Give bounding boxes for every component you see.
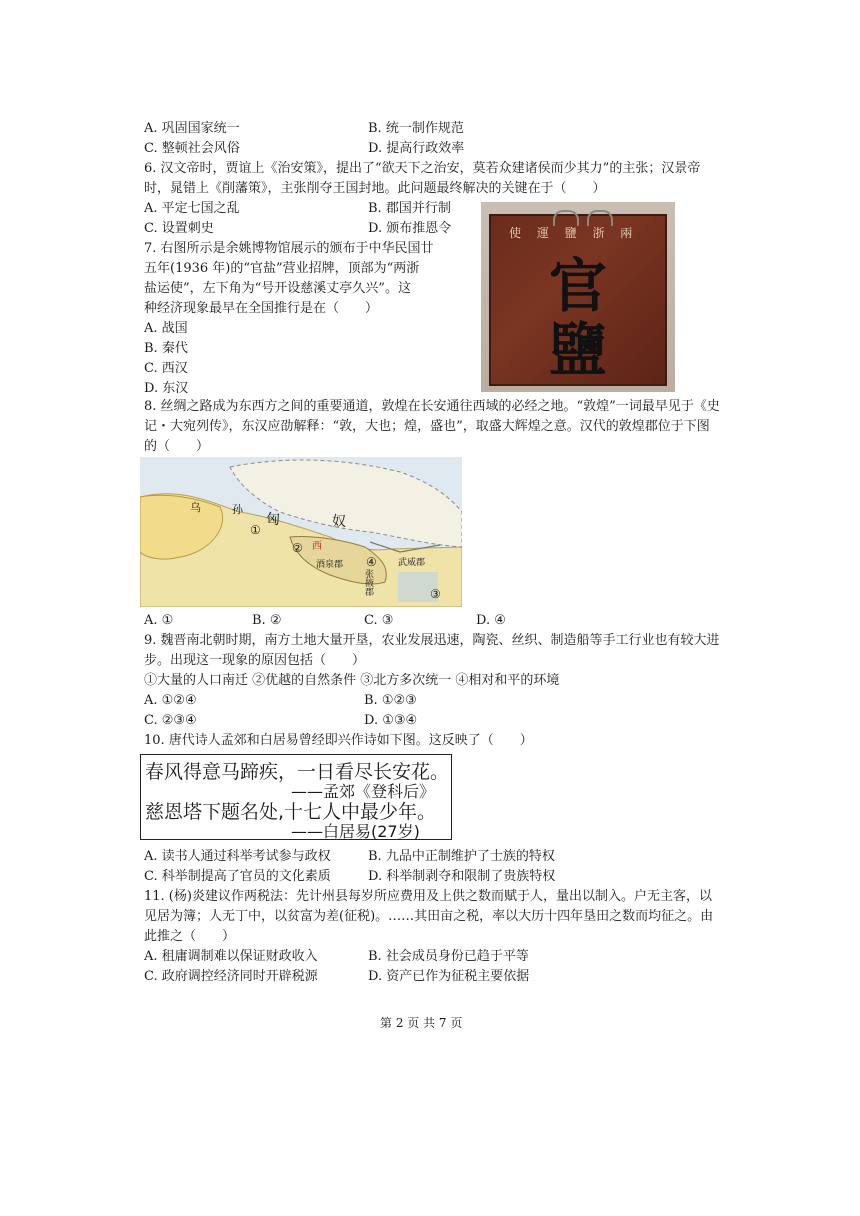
map-graphic [140, 457, 462, 607]
signboard [489, 214, 667, 386]
map-marker-2: ② [292, 541, 303, 555]
page-footer: 第 2 页 共 7 页 [380, 1016, 463, 1030]
q5-option-d: D. 提高行政效率 [368, 141, 465, 156]
map-label-wu: 乌 [190, 501, 201, 514]
q6-option-d: D. 颁布推恩令 [368, 221, 452, 236]
map-label-zhangye: 张掖郡 [363, 569, 373, 596]
q7-option-b: B. 秦代 [144, 341, 188, 356]
q10-stem-line1: 10. 唐代诗人孟郊和白居易曾经即兴作诗如下图。这反映了（ ） [144, 733, 533, 748]
q10-option-c: C. 科举制提高了官员的文化素质 [144, 869, 331, 884]
q6-option-b: B. 郡国并行制 [368, 201, 451, 216]
han-dynasty-map [140, 457, 462, 607]
q9-option-c: C. ②③④ [144, 713, 197, 728]
q11-option-d: D. 资产已作为征税主要依据 [368, 969, 530, 984]
q5-option-c: C. 整顿社会风俗 [144, 141, 240, 156]
sign-top-text: 使 運 鹽 浙 兩 [509, 226, 639, 240]
q8-option-d: D. ④ [476, 613, 506, 628]
q5-option-b: B. 统一制作规范 [368, 121, 464, 136]
q10-option-b: B. 九品中正制维护了士族的特权 [368, 849, 555, 864]
q9-option-d: D. ①③④ [364, 713, 418, 728]
q8-stem-line3: 的（ ） [144, 439, 210, 454]
q7-stem-line2: 五年(1936 年)的“官盐”营业招牌，顶部为“两浙 [144, 261, 420, 276]
poem-attribution2: ——白居易(27岁) [291, 822, 420, 841]
q9-stem-line3: ①大量的人口南迁 ②优越的自然条件 ③北方多次统一 ④相对和平的环境 [144, 673, 560, 688]
q11-option-c: C. 政府调控经济同时开辟税源 [144, 969, 318, 984]
q9-option-a: A. ①②④ [144, 693, 197, 708]
q6-stem-line2: 时，晁错上《削藩策》，主张削夺王国封地。此问题最终解决的关键在于（ ） [144, 181, 606, 196]
q11-option-a: A. 租庸调制难以保证财政收入 [144, 949, 318, 964]
q9-stem-line1: 9. 魏晋南北朝时期，南方土地大量开垦，农业发展迅速，陶瓷、丝织、制造船等手工行业也有较大进 [144, 633, 720, 648]
q11-stem-line1: 11. (杨)炎建议作两税法：先计州县每岁所应费用及上供之数而赋于人，量出以制入。户无主客，以 [144, 889, 712, 904]
q8-option-a: A. ① [144, 613, 174, 628]
map-label-xiongnu1: 匈 [266, 512, 280, 528]
q9-option-b: B. ①②③ [364, 693, 417, 708]
poem-line2: 慈恩塔下题名处,十七人中最少年。 [145, 801, 437, 823]
q7-option-c: C. 西汉 [144, 361, 188, 376]
salt-signboard-photo [481, 202, 675, 392]
map-label-jiuquan: 酒泉郡 [316, 560, 344, 570]
q8-stem-line1: 8. 丝绸之路成为东西方之间的重要通道，敦煌在长安通往西域的必经之地。“敦煌”一词最早见于《史 [144, 399, 720, 414]
q8-option-c: C. ③ [364, 613, 394, 628]
map-label-wuwei: 武威郡 [398, 558, 426, 568]
q7-stem-line4: 种经济现象最早在全国推行是在（ ） [144, 301, 379, 316]
sign-char-yan: 鹽 [549, 316, 608, 384]
map-marker-3: ③ [430, 587, 441, 601]
map-marker-4: ④ [366, 555, 377, 569]
q6-stem-line1: 6. 汉文帝时，贾谊上《治安策》，提出了“欲天下之治安，莫若众建诸侯而少其力”的主张；汉景帝 [144, 161, 701, 176]
q9-stem-line2: 步。出现这一现象的原因包括（ ） [144, 653, 366, 668]
q8-option-b: B. ② [252, 613, 282, 628]
q7-option-a: A. 战国 [144, 321, 188, 336]
q7-stem-line1: 7. 右图所示是余姚博物馆展示的颁布于中华民国廿 [144, 241, 434, 256]
q11-stem-line3: 此推之（ ） [144, 929, 236, 944]
q11-option-b: B. 社会成员身份已趋于平等 [368, 949, 529, 964]
q6-option-c: C. 设置刺史 [144, 221, 214, 236]
q5-option-a: A. 巩固国家统一 [144, 121, 240, 136]
q7-option-d: D. 东汉 [144, 381, 189, 396]
q11-stem-line2: 见居为簿；人无丁中，以贫富为差(征税)。……其田亩之税，率以大历十四年垦田之数而均征之。由 [144, 909, 714, 924]
map-label-sun: 孙 [232, 503, 243, 516]
poem-box [140, 754, 452, 840]
poem-line1: 春风得意马蹄疾，一日看尽长安花。 [145, 761, 450, 783]
map-label-xiongnu2: 奴 [332, 514, 346, 530]
sign-char-guan: 官 [549, 252, 608, 320]
map-label-xi: 西 [312, 541, 322, 552]
q10-option-d: D. 科举制剥夺和限制了贵族特权 [368, 869, 556, 884]
q10-option-a: A. 读书人通过科举考试参与政权 [144, 849, 331, 864]
q6-option-a: A. 平定七国之乱 [144, 201, 240, 216]
poem-attribution1: ——孟郊《登科后》 [291, 782, 436, 801]
map-marker-1: ① [250, 523, 261, 537]
q8-stem-line2: 记・大宛列传》，东汉应劭解释：“敦，大也；煌，盛也”，取盛大辉煌之意。汉代的敦煌郡位于下图 [144, 419, 710, 434]
q7-stem-line3: 盐运使”，左下角为“号开设慈溪丈亭久兴”。这 [144, 281, 411, 296]
